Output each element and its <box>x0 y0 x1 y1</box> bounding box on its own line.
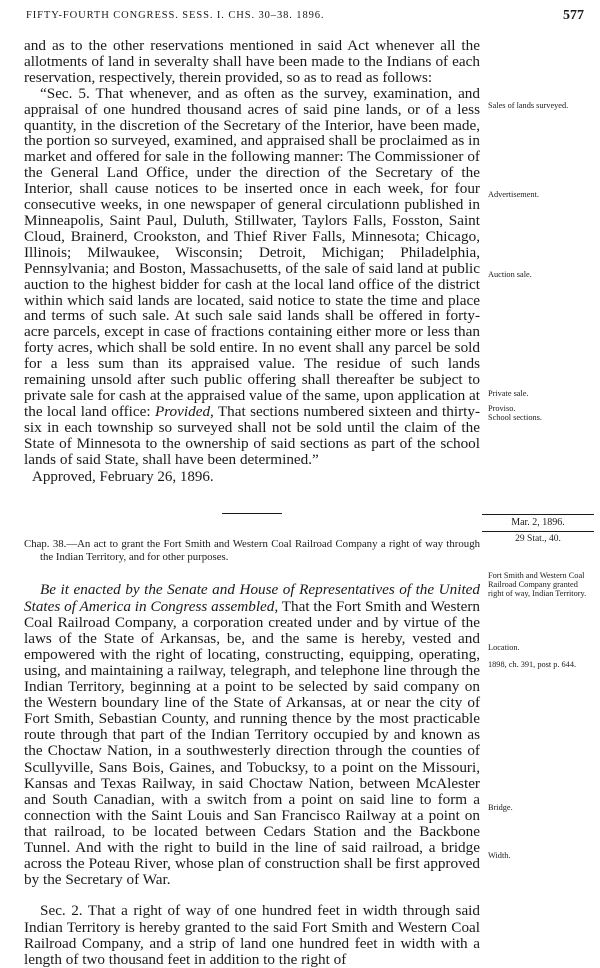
running-head-title: FIFTY-FOURTH CONGRESS. SESS. I. CHS. 30–38. 1896. <box>26 10 325 21</box>
margin-note-fort-smith: Fort Smith and Western Coal Railroad Company granted right of way, Indian Territory. <box>488 571 587 598</box>
main-text-column <box>24 38 480 968</box>
margin-note-private-sale: Private sale. <box>488 389 529 398</box>
approved-line: Approved, February 26, 1896. <box>32 469 214 486</box>
act-date-block <box>482 514 594 544</box>
running-header <box>0 8 600 28</box>
section-5-proviso-text: , That sections numbered sixteen and thirty-six in each township so surveyed shall not be sold until the claim of the State of Minnesota to the ownership of said sections as part of the school lands of said State, shall have been determined.” <box>24 402 481 468</box>
margin-note-sales: Sales of lands surveyed. <box>488 101 569 110</box>
chapter-heading: Chap. 38.—An act to grant the Fort Smith and Western Coal Railroad Company a right of way through the Indian Territory, and for other purposes. <box>24 538 480 563</box>
margin-note-cross-reference: 1898, ch. 391, post p. 644. <box>488 660 577 669</box>
act-date: Mar. 2, 1896. <box>482 514 594 528</box>
statute-reference: 29 Stat., 40. <box>482 531 594 544</box>
page-number: 577 <box>563 8 584 23</box>
enacting-clause: Be it enacted by the Senate and House of Representatives of the United States of America in Congress assembled, <box>24 581 480 615</box>
proviso-word: Provided <box>154 402 211 420</box>
margin-note-advertisement: Advertisement. <box>488 190 539 199</box>
section-1-text: That the Fort Smith and Western Coal Railroad Company, a corporation created under and by virtue of the laws of the State of Arkansas, be, and the same is hereby, vested and empowered with the right of locating, constructing, equipping, operating, using, and maintaining a railway, telegraph, and telephone line through the Indian Territory, beginning at a point to be selected by said company on the Western boundary line of the State of Arkansas, at or near the city of Fort Smith, Sebastian County, and running thence by the most practicable route through that part of the Indian Territory occupied by and known as the Choctaw Nation, in a southwesterly direction through the counties of Scullyville, Sans Bois, Gaines, and Tobucksy, to a point on the Missouri, Kansas and Texas Railway, in said Choctaw Nation, between McAlester and South Canadian, with a switch from a point on said line to form a connection with the Saint Louis and San Francisco Railway at a point on that railroad, to be located between Cedars Station and the Backbone Tunnel. And with the right to build in the line of said railroad, a bridge across the Poteau River, whose plan of construction shall be first approved by the Secretary of War. <box>24 597 480 889</box>
margin-note-bridge: Bridge. <box>488 803 513 812</box>
paragraph-section-2: Sec. 2. That a right of way of one hundred feet in width through said Indian Territory is hereby granted to the said Fort Smith and Western Coal Railroad Company, and a strip of land one hundred feet in width with a length of two thousand feet in addition to the right of <box>24 902 480 968</box>
paragraph-section-1 <box>24 582 480 888</box>
paragraph-continuation: and as to the other reservations mentioned in said Act whenever all the allotments of land in severalty shall have been made to the Indians of each reservation, respectively, therein provided, so as to read as follows: <box>24 37 480 86</box>
section-5-text: “Sec. 5. That whenever, and as often as the survey, examination, and appraisal of one hundred thousand acres of said pine lands, or of a less quantity, in the discretion of the Secretary of the Interior, have been made, the portion so surveyed, examined, and appraised shall be proclaimed as in market and offered for sale in the following manner: The Commissioner of the General Land Office, under the direction of the Secretary of the Interior, shall cause notices to be inserted once in each week, for four consecutive weeks, in one newspaper of general circulationn published in Minneapolis, Saint Paul, Duluth, Stillwater, Taylors Falls, Fosston, Saint Cloud, Brainerd, Crookston, and Thief River Falls, Minnesota; Chicago, Illinois; Milwaukee, Wisconsin; Detroit, Michigan; Philadelphia, Pennsylvania; and Boston, Massachusetts, of the sale of said land at public auction to the highest bidder for cash at the local land office of the district within which said lands are located, said notice to state the time and place and terms of such sale. At such sale said lands shall be offered in forty-acre parcels, except in case of fractions containing either more or less than forty acres, which shall be sold entire. In no event shall any parcel be sold for a less sum than its appraised value. The residue of such lands remaining unsold after such public offering shall thereafter be subject to private sale for cash at the appraised value of the same, upon application at the local land office: <box>24 84 480 420</box>
margin-note-school-sections: School sections. <box>488 413 542 422</box>
section-divider <box>222 513 282 514</box>
margin-note-location: Location. <box>488 643 520 652</box>
paragraph-section-5 <box>24 86 480 468</box>
margin-note-width: Width. <box>488 851 511 860</box>
margin-note-auction: Auction sale. <box>488 270 532 279</box>
margin-note-proviso: Proviso. <box>488 404 516 413</box>
